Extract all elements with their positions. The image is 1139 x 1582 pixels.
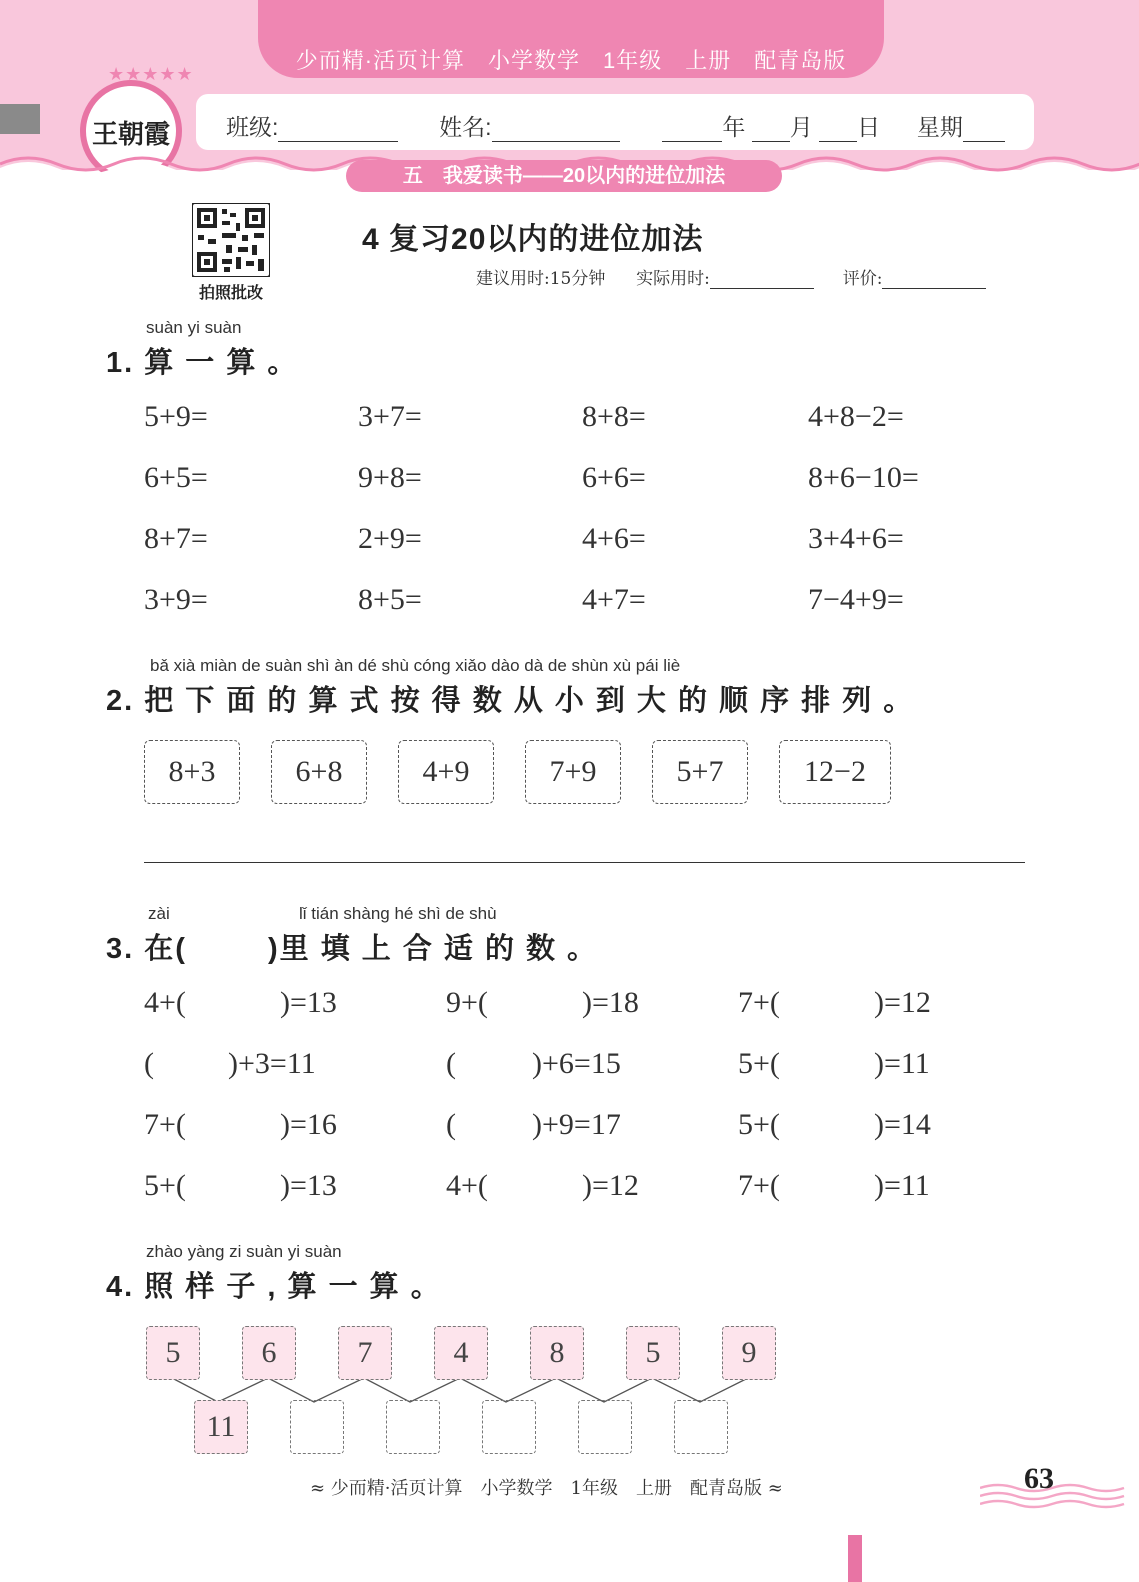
q3-eq-left: 9+(: [446, 986, 488, 1019]
footer-text: ≈ 少而精·活页计算 小学数学 1年级 上册 配青岛版 ≈: [310, 1478, 783, 1499]
year-field[interactable]: [662, 119, 722, 142]
page-number: 63: [1024, 1462, 1054, 1495]
q4-heading: 4. 照 样 子 , 算 一 算 。: [106, 1271, 442, 1303]
q3-eq-left: 7+(: [738, 1169, 780, 1202]
q1-eq[interactable]: 8+5=: [358, 583, 422, 616]
expression-card: 8+3: [144, 740, 240, 804]
q2-heading: 2. 把 下 面 的 算 式 按 得 数 从 小 到 大 的 顺 序 排 列 。: [106, 685, 915, 717]
q1-eq[interactable]: 8+8=: [582, 400, 646, 433]
sum-box[interactable]: [386, 1400, 440, 1454]
q3-eq-right: )+9=17: [532, 1108, 621, 1141]
number-box: 6: [242, 1326, 296, 1380]
q1-eq[interactable]: 3+9=: [144, 583, 208, 616]
q3-eq-right: )=12: [874, 986, 931, 1019]
number-box: 9: [722, 1326, 776, 1380]
q3-eq-right: )=11: [874, 1047, 930, 1080]
sum-box-example: 11: [194, 1400, 248, 1454]
number-box: 5: [146, 1326, 200, 1380]
q1-eq[interactable]: 4+7=: [582, 583, 646, 616]
q3-eq-left: 4+(: [144, 986, 186, 1019]
day-field[interactable]: [819, 119, 857, 142]
q1-pinyin: suàn yi suàn: [146, 318, 242, 337]
q3-pinyin-a: zài: [148, 904, 170, 923]
evaluation-field[interactable]: [882, 270, 986, 289]
expression-card: 12−2: [779, 740, 891, 804]
crown-icon: ★★★★★: [108, 64, 194, 84]
q3-pinyin-b: lǐ tián shàng hé shì de shù: [299, 904, 497, 923]
weekday-field[interactable]: [963, 119, 1005, 142]
actual-time-field[interactable]: [710, 270, 814, 289]
sum-box[interactable]: [482, 1400, 536, 1454]
q1-eq[interactable]: 9+8=: [358, 461, 422, 494]
q3-eq-left: 4+(: [446, 1169, 488, 1202]
suggested-time: 建议用时:15分钟: [476, 269, 606, 289]
month-label: 月: [789, 114, 813, 140]
q4-pinyin: zhào yàng zi suàn yi suàn: [146, 1242, 342, 1261]
q3-heading-a: 3. 在(: [106, 933, 187, 965]
q1-eq[interactable]: 3+7=: [358, 400, 422, 433]
q3-eq-right: )=11: [874, 1169, 930, 1202]
q1-eq[interactable]: 3+4+6=: [808, 522, 904, 555]
q3-eq-right: )=13: [280, 1169, 337, 1202]
q3-eq-left: (: [144, 1047, 154, 1080]
expression-card: 7+9: [525, 740, 621, 804]
evaluation-label: 评价:: [842, 269, 883, 289]
class-field[interactable]: [278, 119, 398, 142]
q1-eq[interactable]: 7−4+9=: [808, 583, 904, 616]
q1-eq[interactable]: 6+6=: [582, 461, 646, 494]
q3-eq-right: )=14: [874, 1108, 931, 1141]
class-label: 班级:: [226, 114, 279, 140]
q3-eq-left: 5+(: [738, 1108, 780, 1141]
qr-label: 拍照批改: [198, 285, 263, 302]
q3-eq-right: )=13: [280, 986, 337, 1019]
q2-answer-line[interactable]: [144, 862, 1025, 863]
logo-text: 王朝霞: [91, 120, 170, 150]
name-label: 姓名:: [439, 114, 492, 140]
q1-eq[interactable]: 4+8−2=: [808, 400, 904, 433]
side-marker: [0, 104, 40, 134]
q3-eq-right: )=16: [280, 1108, 337, 1141]
bottom-marker: [848, 1535, 862, 1582]
q2-pinyin: bǎ xià miàn de suàn shì àn dé shù cóng xiǎo dào dà de shùn xù pái liè: [150, 656, 681, 675]
q1-eq[interactable]: 8+7=: [144, 522, 208, 555]
q3-eq-right: )+3=11: [228, 1047, 316, 1080]
q3-eq-right: )=18: [582, 986, 639, 1019]
expression-card: 6+8: [271, 740, 367, 804]
q3-eq-right: )+6=15: [532, 1047, 621, 1080]
time-line: [476, 264, 986, 289]
month-field[interactable]: [752, 119, 790, 142]
number-box: 5: [626, 1326, 680, 1380]
sum-box[interactable]: [674, 1400, 728, 1454]
footer-wave: [980, 1482, 1130, 1516]
q3-eq-left: 5+(: [738, 1047, 780, 1080]
sum-box[interactable]: [578, 1400, 632, 1454]
q1-eq[interactable]: 4+6=: [582, 522, 646, 555]
q1-eq[interactable]: 5+9=: [144, 400, 208, 433]
q3-eq-left: 7+(: [738, 986, 780, 1019]
actual-time-label: 实际用时:: [636, 269, 710, 289]
day-label: 日: [857, 114, 881, 140]
number-box: 4: [434, 1326, 488, 1380]
sum-box[interactable]: [290, 1400, 344, 1454]
q1-eq[interactable]: 6+5=: [144, 461, 208, 494]
number-box: 7: [338, 1326, 392, 1380]
qr-code-icon[interactable]: [192, 203, 270, 277]
q3-eq-left: 7+(: [144, 1108, 186, 1141]
q3-eq-left: 5+(: [144, 1169, 186, 1202]
student-info-row: [226, 109, 1005, 142]
q1-eq[interactable]: 8+6−10=: [808, 461, 919, 494]
chapter-title: 五 我爱读书——20以内的进位加法: [346, 160, 782, 192]
q1-eq[interactable]: 2+9=: [358, 522, 422, 555]
q3-eq-right: )=12: [582, 1169, 639, 1202]
weekday-label: 星期: [916, 114, 963, 140]
q3-eq-left: (: [446, 1108, 456, 1141]
q3-eq-left: (: [446, 1047, 456, 1080]
series-title: 少而精·活页计算 小学数学 1年级 上册 配青岛版: [295, 48, 847, 73]
number-box: 8: [530, 1326, 584, 1380]
q1-heading: 1. 算 一 算 。: [106, 347, 299, 379]
name-field[interactable]: [492, 119, 620, 142]
expression-card: 5+7: [652, 740, 748, 804]
q3-heading-b: )里 填 上 合 适 的 数 。: [268, 933, 599, 965]
year-label: 年: [722, 114, 746, 140]
lesson-title: 4 复习20以内的进位加法: [362, 223, 704, 256]
expression-card: 4+9: [398, 740, 494, 804]
